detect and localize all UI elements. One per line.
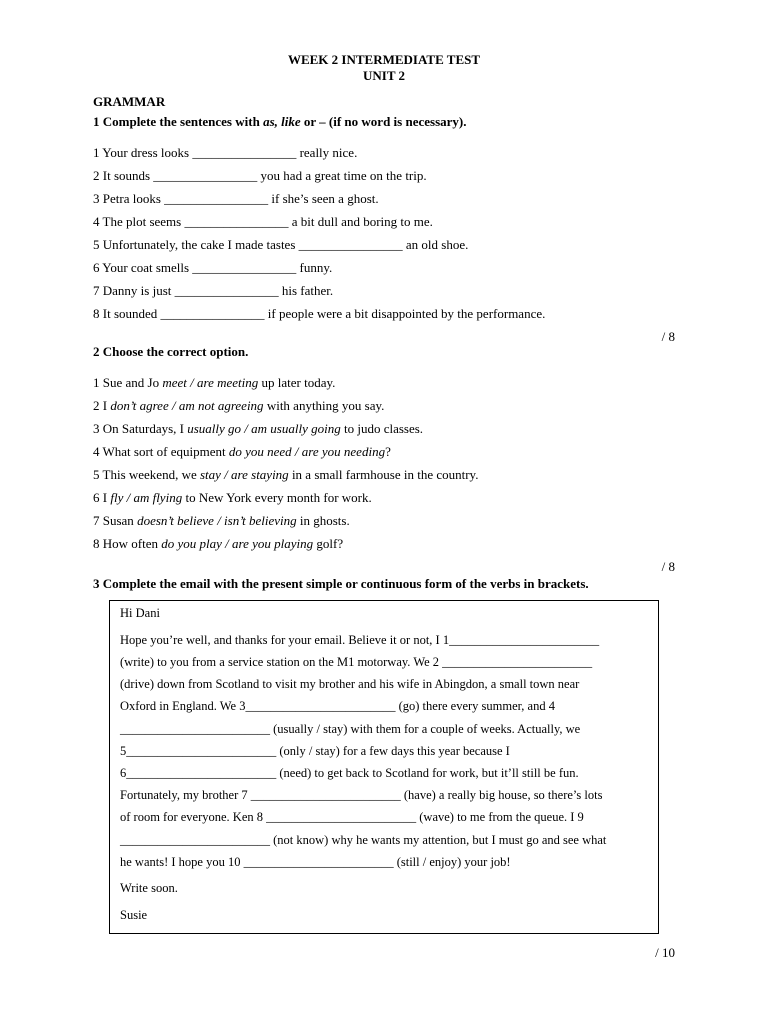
ex1-item: 6 Your coat smells ________________ funny. [93, 260, 333, 275]
ex2-item-text: 4 What sort of equipment [93, 444, 229, 459]
email-line: of room for everyone. Ken 8 ________________________ (wave) to me from the queue. I 9 [120, 810, 584, 824]
ex1-item: 1 Your dress looks ________________ really nice. [93, 145, 358, 160]
ex2-item-options: stay / are staying [199, 467, 289, 482]
ex1-instruction-a: 1 Complete the sentences with [93, 114, 264, 129]
unit-title: UNIT 2 [362, 68, 406, 83]
ex2-item [93, 375, 335, 391]
ex2-item-text: with anything you say. [263, 398, 385, 413]
ex2-item-options: usually go / am usually going [187, 421, 341, 436]
ex2-item-text: 6 I [93, 490, 111, 505]
ex3-instruction: 3 Complete the email with the present simple or continuous form of the verbs in brackets. [93, 576, 589, 591]
email-closing: Write soon. [120, 881, 178, 895]
ex1-item: 2 It sounds ________________ you had a great time on the trip. [93, 168, 427, 183]
ex2-item-text: up later today. [258, 375, 336, 390]
ex2-item-text: in a small farmhouse in the country. [288, 467, 479, 482]
ex2-item-options: do you need / are you needing [228, 444, 386, 459]
email-line: (write) to you from a service station on the M1 motorway. We 2 ________________________ [120, 655, 593, 669]
email-line: Fortunately, my brother 7 ________________________ (have) a really big house, so there’s lots [120, 788, 603, 802]
ex2-item [93, 467, 478, 483]
test-title: WEEK 2 INTERMEDIATE TEST [287, 52, 481, 67]
ex2-item-text: to New York every month for work. [182, 490, 372, 505]
email-line: 6________________________ (need) to get back to Scotland for work, but it’ll still be fun. [120, 766, 579, 780]
ex1-item: 5 Unfortunately, the cake I made tastes ________________ an old shoe. [93, 237, 469, 252]
ex2-instruction: 2 Choose the correct option. [93, 344, 249, 359]
ex1-instruction [93, 114, 466, 130]
ex2-item-text: 7 Susan [93, 513, 138, 528]
ex1-item: 7 Danny is just ________________ his father. [93, 283, 334, 298]
ex2-item [93, 421, 423, 437]
ex2-item-text: 8 How often [93, 536, 162, 551]
ex3-score: / 10 [655, 945, 675, 960]
ex2-item-options: doesn’t believe / isn’t believing [137, 513, 297, 528]
ex2-item [93, 513, 350, 529]
email-line: Oxford in England. We 3________________________ (go) there every summer, and 4 [120, 699, 555, 713]
ex2-item-text: to judo classes. [340, 421, 424, 436]
email-line: (drive) down from Scotland to visit my brother and his wife in Abingdon, a small town near [120, 677, 580, 691]
ex2-item-options: meet / are meeting [162, 375, 259, 390]
email-line: 5________________________ (only / stay) for a few days this year because I [120, 744, 510, 758]
ex2-item-text: 2 I [93, 398, 111, 413]
ex1-score: / 8 [661, 329, 675, 344]
ex2-item [93, 536, 343, 552]
ex1-instruction-c: or – (if no word is necessary). [300, 114, 467, 129]
email-signature: Susie [120, 908, 148, 922]
ex2-item-text: 3 On Saturdays, I [93, 421, 188, 436]
ex2-item-text: 1 Sue and Jo [93, 375, 163, 390]
ex2-item-text: ? [385, 444, 391, 459]
ex2-item-options: fly / am flying [110, 490, 183, 505]
ex2-score: / 8 [661, 559, 675, 574]
ex2-item [93, 490, 372, 506]
ex2-item-text: golf? [313, 536, 344, 551]
ex2-item [93, 444, 391, 460]
ex2-item [93, 398, 384, 414]
email-line: he wants! I hope you 10 ________________________ (still / enjoy) your job! [120, 855, 511, 869]
ex2-item-text: 5 This weekend, we [93, 467, 200, 482]
ex2-item-options: do you play / are you playing [161, 536, 314, 551]
email-line: Hope you’re well, and thanks for your email. Believe it or not, I 1________________________ [120, 633, 600, 647]
email-line: ________________________ (not know) why he wants my attention, but I must go and see what [120, 833, 607, 847]
ex1-item: 3 Petra looks ________________ if she’s seen a ghost. [93, 191, 379, 206]
ex2-item-text: in ghosts. [296, 513, 350, 528]
ex1-instruction-b: as, like [263, 114, 301, 129]
ex1-item: 8 It sounded ________________ if people were a bit disappointed by the performance. [93, 306, 546, 321]
ex2-item-options: don’t agree / am not agreeing [110, 398, 264, 413]
email-line: ________________________ (usually / stay) with them for a couple of weeks. Actually, we [120, 722, 581, 736]
email-greeting: Hi Dani [120, 606, 160, 620]
ex1-item: 4 The plot seems ________________ a bit dull and boring to me. [93, 214, 433, 229]
grammar-heading: GRAMMAR [93, 94, 166, 109]
email-box [109, 600, 659, 934]
